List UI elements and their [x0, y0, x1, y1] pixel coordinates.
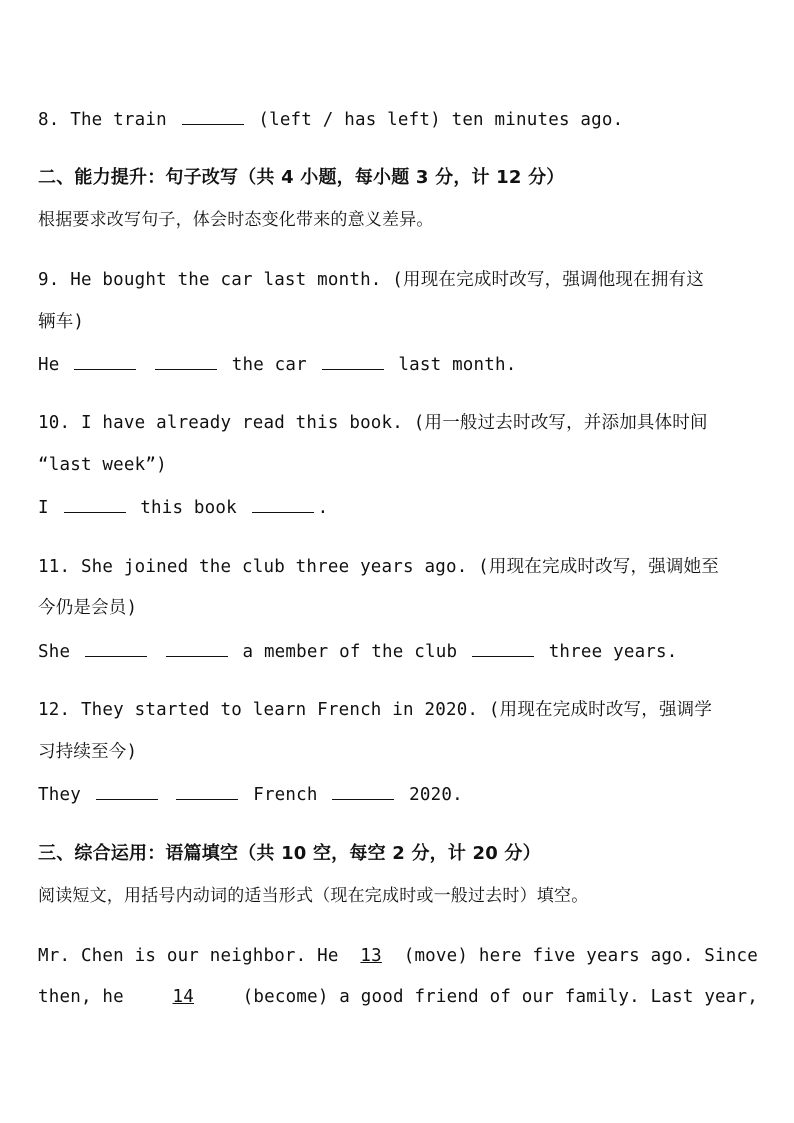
q8-rest: (left / has left) ten minutes ago. [258, 110, 624, 130]
question-11-line-1: 11. She joined the club three years ago. (用现在完成时改写，强调她至 [38, 557, 720, 577]
question-9-line-1: 9. He bought the car last month. (用现在完成时改写，强调他现在拥有这 [38, 270, 704, 290]
answer-suffix: . [317, 498, 329, 518]
question-12-line-2: 习持续至今) [38, 742, 138, 762]
answer-blank[interactable] [322, 351, 384, 370]
question-12-line-1: 12. They started to learn French in 2020. (用现在完成时改写，强调学 [38, 700, 713, 720]
answer-prefix: They [38, 785, 81, 805]
question-10-line-2: “last week”) [38, 455, 167, 475]
answer-suffix: last month. [398, 355, 517, 375]
answer-mid: the car [231, 355, 307, 375]
passage-text: (become) a good friend of our family. Last year, [242, 987, 758, 1007]
answer-blank[interactable] [472, 638, 534, 657]
question-9-line-2: 辆车) [38, 312, 85, 332]
answer-blank[interactable] [96, 781, 158, 800]
answer-mid: French [253, 785, 318, 805]
question-10-answer [38, 494, 328, 520]
answer-blank[interactable] [166, 638, 228, 657]
section-3-heading: 三、综合运用：语篇填空（共 10 空，每空 2 分，计 20 分） [38, 843, 541, 864]
answer-suffix: three years. [548, 642, 678, 662]
passage-blank-13[interactable]: 13 [360, 946, 382, 966]
answer-blank[interactable] [64, 494, 126, 513]
answer-prefix: She [38, 642, 71, 662]
answer-blank[interactable] [155, 351, 217, 370]
question-12-answer [38, 781, 463, 807]
document-page [38, 0, 760, 1123]
question-9-answer [38, 351, 517, 377]
answer-mid: a member of the club [242, 642, 458, 662]
answer-blank[interactable] [332, 781, 394, 800]
answer-blank[interactable] [252, 494, 314, 513]
passage-text: then, he [38, 987, 124, 1007]
passage-text: (move) here five years ago. Since [403, 946, 758, 966]
answer-blank[interactable] [182, 106, 244, 125]
passage-text: Mr. Chen is our neighbor. He [38, 946, 339, 966]
question-11-line-2: 今仍是会员) [38, 598, 138, 618]
answer-blank[interactable] [74, 351, 136, 370]
passage-blank-14[interactable]: 14 [172, 987, 195, 1007]
answer-suffix: 2020. [409, 785, 463, 805]
answer-mid: this book [140, 498, 237, 518]
section-3-instruction: 阅读短文，用括号内动词的适当形式（现在完成时或一般过去时）填空。 [38, 886, 589, 906]
question-11-answer [38, 638, 678, 664]
section-2-heading: 二、能力提升：句子改写（共 4 小题，每小题 3 分，计 12 分） [38, 167, 565, 188]
section-2-instruction: 根据要求改写句子，体会时态变化带来的意义差异。 [38, 210, 434, 230]
answer-prefix: He [38, 355, 60, 375]
answer-blank[interactable] [176, 781, 238, 800]
answer-prefix: I [38, 498, 49, 518]
passage-line-2 [38, 985, 758, 1009]
passage-line-1 [38, 944, 758, 968]
question-10-line-1: 10. I have already read this book. (用一般过去时改写，并添加具体时间 [38, 413, 708, 433]
answer-blank[interactable] [85, 638, 147, 657]
question-8 [38, 106, 623, 132]
q8-prefix: 8. The train [38, 110, 167, 130]
